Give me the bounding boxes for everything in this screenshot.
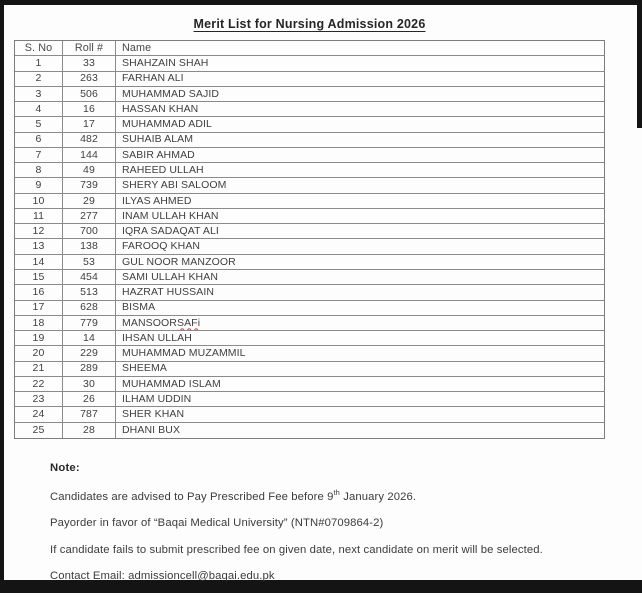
- row-sno: 19: [15, 331, 63, 345]
- note-heading: Note:: [50, 462, 80, 474]
- row-roll: 138: [63, 239, 116, 253]
- row-roll: 289: [63, 362, 116, 376]
- row-name: SAMI ULLAH KHAN: [122, 270, 219, 283]
- row-name: MUHAMMAD ISLAM: [122, 377, 221, 390]
- note-contact-line: Contact Email: admissioncell@baqai.edu.pk: [50, 570, 275, 583]
- row-name: MUHAMMAD ADIL: [122, 118, 212, 131]
- row-name: IHSAN ULLAH: [122, 331, 192, 344]
- row-name: INAM ULLAH KHAN: [122, 209, 219, 222]
- title-container: [14, 15, 605, 33]
- row-sno: 23: [15, 392, 63, 406]
- table-row: [15, 133, 604, 148]
- header-roll: Roll #: [63, 41, 116, 55]
- row-name: SUHAIB ALAM: [122, 133, 194, 146]
- row-roll: 779: [63, 316, 116, 330]
- row-roll: 787: [63, 407, 116, 421]
- row-sno: 8: [15, 163, 63, 177]
- note-fee-line: Candidates are advised to Pay Prescribed Fee before 9th January 2026.: [50, 488, 417, 503]
- table-row: [15, 362, 604, 377]
- row-name: FARHAN ALI: [122, 72, 184, 85]
- ordinal-superscript: th: [333, 488, 340, 497]
- table-row: [15, 316, 604, 331]
- row-roll: 30: [63, 377, 116, 391]
- row-roll: 49: [63, 163, 116, 177]
- row-name: SHAHZAIN SHAH: [122, 57, 209, 70]
- table-row: [15, 87, 604, 102]
- page-title: Merit List for Nursing Admission 2026: [193, 17, 426, 31]
- row-name: IQRA SADAQAT ALI: [122, 225, 219, 238]
- table-row: [15, 285, 604, 300]
- row-sno: 4: [15, 102, 63, 116]
- table-header-row: [15, 41, 604, 56]
- row-roll: 513: [63, 285, 116, 299]
- table-row: [15, 117, 604, 132]
- row-sno: 18: [15, 316, 63, 330]
- note-fail-line: If candidate fails to submit prescribed fee on given date, next candidate on merit will be selected.: [50, 543, 543, 556]
- row-sno: 3: [15, 87, 63, 101]
- table-row: [15, 301, 604, 316]
- misspelled-word: SAFi: [176, 316, 201, 329]
- row-name: ILHAM UDDIN: [122, 392, 192, 405]
- row-roll: 16: [63, 102, 116, 116]
- row-sno: 22: [15, 377, 63, 391]
- row-roll: 700: [63, 224, 116, 238]
- row-sno: 25: [15, 423, 63, 438]
- row-roll: 277: [63, 209, 116, 223]
- row-name: MUHAMMAD SAJID: [122, 87, 220, 100]
- table-row: [15, 72, 604, 87]
- row-sno: 20: [15, 346, 63, 360]
- row-name: HAZRAT HUSSAIN: [122, 286, 215, 299]
- row-sno: 1: [15, 56, 63, 70]
- frame-edge-right: [637, 0, 642, 128]
- row-name: SABIR AHMAD: [122, 148, 195, 161]
- header-name: Name: [122, 41, 152, 54]
- table-row: [15, 102, 604, 117]
- table-row: [15, 407, 604, 422]
- row-sno: 12: [15, 224, 63, 238]
- table-row: [15, 392, 604, 407]
- row-name: SHERY ABI SALOOM: [122, 179, 227, 192]
- row-sno: 2: [15, 72, 63, 86]
- row-name: SHEEMA: [122, 362, 167, 375]
- table-row: [15, 346, 604, 361]
- table-row: [15, 270, 604, 285]
- row-sno: 24: [15, 407, 63, 421]
- row-roll: 144: [63, 148, 116, 162]
- row-roll: 454: [63, 270, 116, 284]
- row-roll: 53: [63, 255, 116, 269]
- frame-edge-top: [0, 0, 642, 5]
- table-row: [15, 178, 604, 193]
- row-sno: 21: [15, 362, 63, 376]
- row-sno: 13: [15, 239, 63, 253]
- row-roll: 26: [63, 392, 116, 406]
- row-roll: 482: [63, 133, 116, 147]
- row-name: RAHEED ULLAH: [122, 164, 204, 176]
- row-roll: 17: [63, 117, 116, 131]
- row-sno: 10: [15, 194, 63, 208]
- row-sno: 17: [15, 301, 63, 315]
- row-sno: 7: [15, 148, 63, 162]
- row-roll: 14: [63, 331, 116, 345]
- frame-edge-left: [0, 0, 4, 593]
- note-payorder-line: Payorder in favor of “Baqai Medical University” (NTN#0709864-2): [50, 517, 384, 530]
- header-sno: S. No: [15, 41, 63, 55]
- row-name: BISMA: [122, 301, 156, 314]
- row-roll: 29: [63, 194, 116, 208]
- row-roll: 263: [63, 72, 116, 86]
- row-name: MANSOOR SAFi: [122, 316, 201, 329]
- row-name: DHANI BUX: [122, 424, 181, 437]
- table-row: [15, 148, 604, 163]
- row-name: FAROOQ KHAN: [122, 240, 201, 253]
- table-row: [15, 194, 604, 209]
- merit-table: [14, 40, 605, 439]
- table-row: [15, 239, 604, 254]
- row-name: ILYAS AHMED: [122, 194, 192, 207]
- row-roll: 506: [63, 87, 116, 101]
- table-row: [15, 224, 604, 239]
- row-sno: 15: [15, 270, 63, 284]
- notes-section: [50, 462, 610, 597]
- row-sno: 11: [15, 209, 63, 223]
- row-sno: 5: [15, 117, 63, 131]
- table-row: [15, 255, 604, 270]
- row-roll: 33: [63, 56, 116, 70]
- row-name: MUHAMMAD MUZAMMIL: [122, 347, 246, 360]
- row-sno: 14: [15, 255, 63, 269]
- row-roll: 229: [63, 346, 116, 360]
- table-row: [15, 56, 604, 71]
- row-roll: 739: [63, 178, 116, 192]
- row-sno: 6: [15, 133, 63, 147]
- table-row: [15, 377, 604, 392]
- table-row: [15, 331, 604, 346]
- row-roll: 28: [63, 423, 116, 438]
- row-sno: 9: [15, 178, 63, 192]
- row-roll: 628: [63, 301, 116, 315]
- table-row: [15, 423, 604, 438]
- table-row: [15, 209, 604, 224]
- table-row: [15, 163, 604, 178]
- row-sno: 16: [15, 285, 63, 299]
- row-name: GUL NOOR MANZOOR: [122, 255, 236, 268]
- row-name: SHER KHAN: [122, 408, 185, 421]
- row-name: HASSAN KHAN: [122, 102, 199, 115]
